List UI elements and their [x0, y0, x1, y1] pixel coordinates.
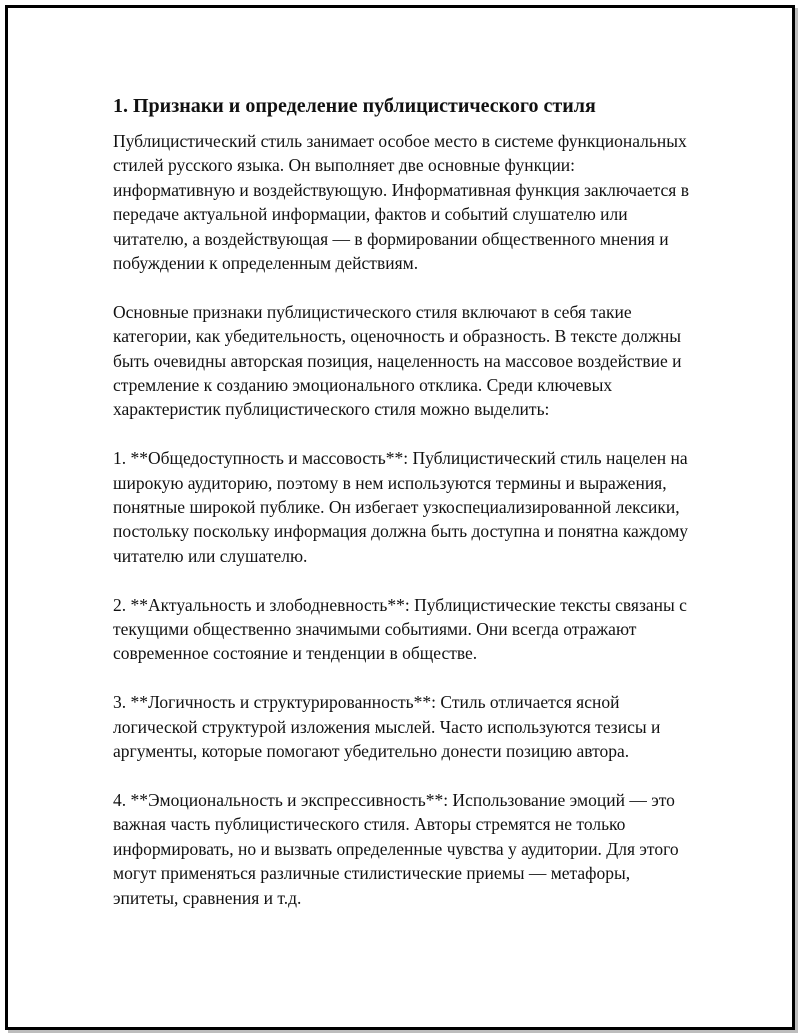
- list-item-emotionality: 4. **Эмоциональность и экспрессивность**: Использование эмоций — это важная часть публицистического стиля. Авторы стремятся не только информировать, но и вызвать определенные чувства у аудитории. Для этого могут применяться различные стилистические приемы — метафоры, эпитеты, сравнения и т.д.: [113, 789, 679, 908]
- paragraph-intro: Публицистический стиль занимает особое место в системе функциональных стилей русского языка. Он выполняет две основные функции: информативную и воздействующую. Информативная функция заключается в передаче актуальной информации, фактов и событий слушателю или читателю, а воздействующая — в формировании общественного мнения и побуждении к определенным действиям.: [113, 131, 689, 274]
- list-item-accessibility: 1. **Общедоступность и массовость**: Публицистический стиль нацелен на широкую аудиторию, поэтому в нем используются термины и выражения, понятные широкой публике. Он избегает узкоспециализированной лексики, постольку поскольку информация должна быть доступна и понятна каждому читателю или слушателю.: [113, 448, 689, 566]
- list-item-logic: 3. **Логичность и структурированность**: Стиль отличается ясной логической структурой изложения мыслей. Часто используются тезисы и аргументы, которые помогают убедительно донести позицию автора.: [113, 692, 661, 762]
- paragraph-features: Основные признаки публицистического стиля включают в себя такие категории, как убедительность, оценочность и образность. В тексте должны быть очевидны авторская позиция, нацеленность на массовое воздействие и стремление к созданию эмоционального отклика. Среди ключевых характеристик публицистического стиля можно выделить:: [113, 301, 682, 420]
- section-heading: 1. Признаки и определение публицистического стиля: [113, 95, 596, 117]
- document-body: [113, 93, 693, 910]
- list-item-relevance: 2. **Актуальность и злободневность**: Публицистические тексты связаны с текущими общественно значимыми событиями. Они всегда отражают современное состояние и тенденции в обществе.: [113, 594, 687, 664]
